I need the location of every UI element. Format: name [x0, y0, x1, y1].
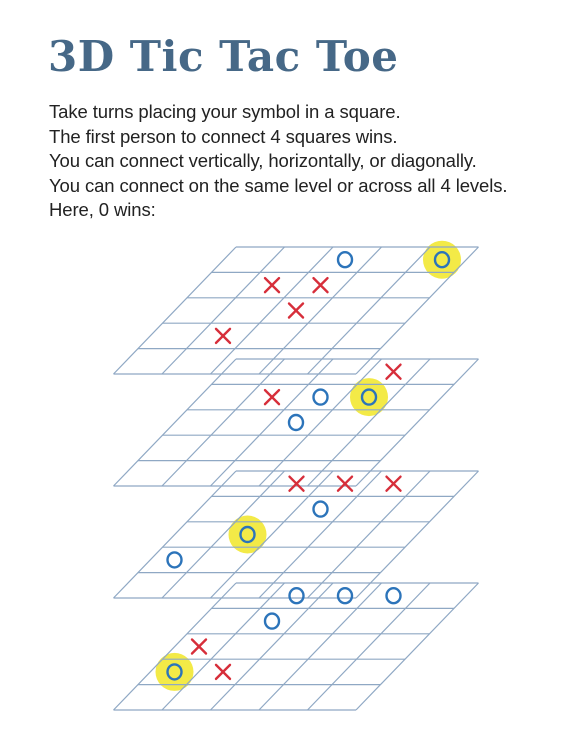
x-mark: [314, 278, 328, 292]
x-mark: [289, 304, 303, 318]
instruction-line: You can connect vertically, horizontally, or diagonally.: [49, 150, 477, 171]
o-mark: [314, 502, 328, 517]
grid-col-line: [308, 359, 431, 486]
grid-col-line: [162, 359, 285, 486]
o-mark: [289, 415, 303, 430]
grid-col-line: [211, 359, 334, 486]
x-mark: [265, 278, 279, 292]
board-level-2: [114, 359, 479, 486]
instruction-line: Take turns placing your symbol in a square.: [49, 101, 401, 122]
o-mark: [338, 588, 352, 603]
o-mark: [338, 252, 352, 267]
grid-col-line: [356, 471, 479, 598]
x-mark: [192, 640, 206, 654]
grid-col-line: [211, 247, 334, 374]
grid-col-line: [114, 359, 237, 486]
grid-col-line: [162, 583, 285, 710]
grid-col-line: [114, 247, 237, 374]
grid-col-line: [308, 247, 431, 374]
x-mark: [290, 477, 304, 491]
instruction-line: The first person to connect 4 squares wins.: [49, 125, 398, 147]
x-mark: [216, 665, 230, 679]
grid-col-line: [308, 583, 431, 710]
board-level-3: [114, 471, 479, 598]
grid-col-line: [162, 247, 285, 374]
o-mark: [265, 614, 279, 629]
grid-col-line: [308, 471, 431, 598]
page-title: 3D Tic Tac Toe: [48, 32, 399, 81]
o-mark: [314, 390, 328, 405]
grid-col-line: [259, 471, 382, 598]
o-mark: [290, 588, 304, 603]
grid-col-line: [356, 359, 479, 486]
instruction-line: Here, 0 wins:: [49, 199, 156, 220]
x-mark: [387, 365, 401, 379]
grid-col-line: [356, 583, 479, 710]
board-level-4: [114, 583, 479, 710]
grid-col-line: [259, 583, 382, 710]
grid-col-line: [114, 471, 237, 598]
grid-col-line: [114, 583, 237, 710]
x-mark: [387, 477, 401, 491]
x-mark: [216, 329, 230, 343]
instruction-line: You can connect on the same level or across all 4 levels.: [49, 174, 508, 196]
grid-col-line: [259, 247, 382, 374]
grid-col-line: [259, 359, 382, 486]
o-mark: [168, 552, 182, 567]
x-mark: [338, 477, 352, 491]
grid-col-line: [356, 247, 479, 374]
grid-col-line: [211, 583, 334, 710]
x-mark: [265, 390, 279, 404]
board-level-1: [114, 241, 479, 374]
o-mark: [387, 588, 401, 603]
